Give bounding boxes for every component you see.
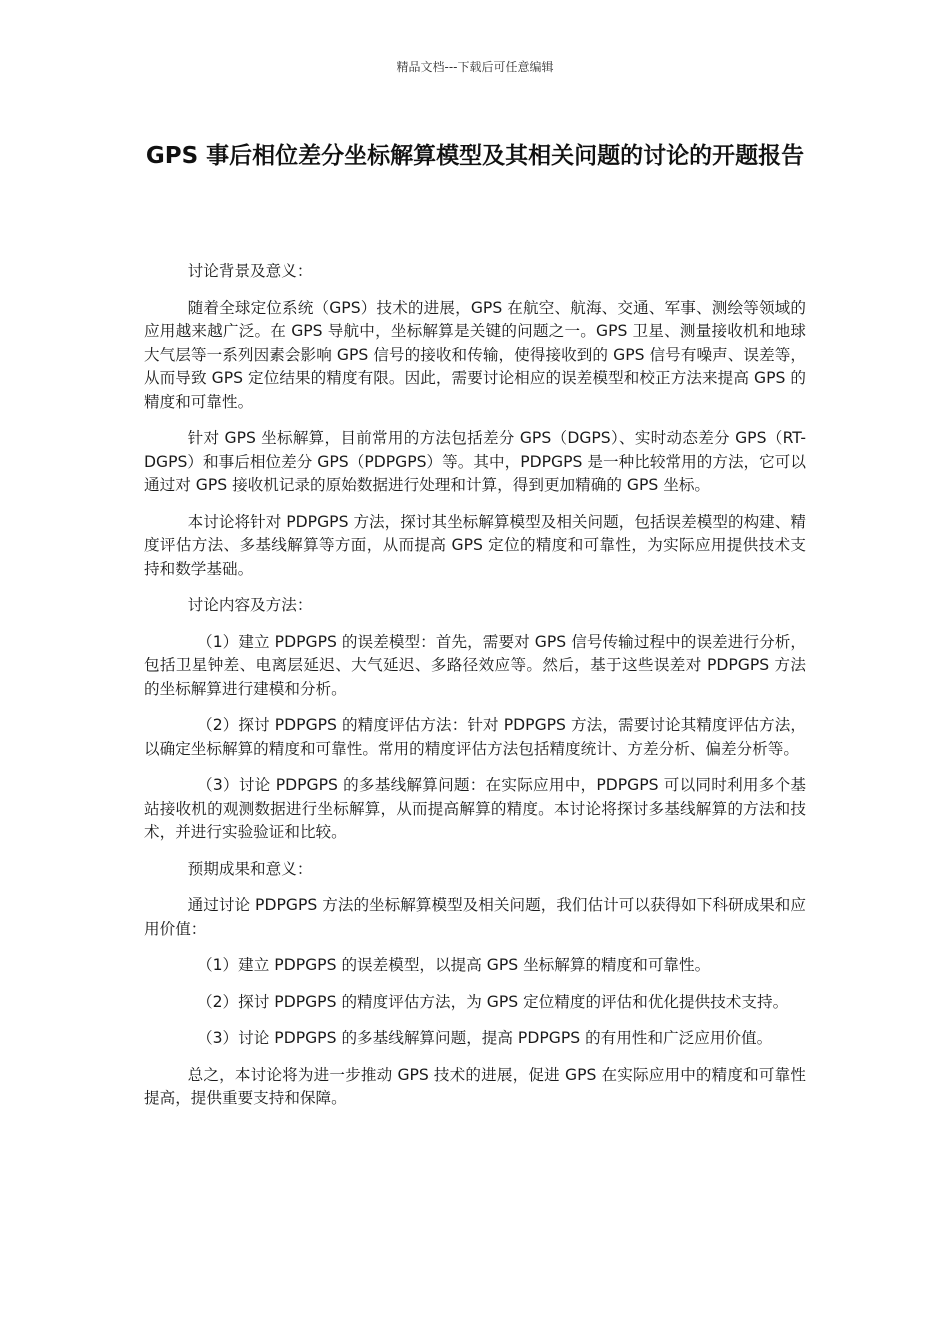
header-note: 精品文档---下载后可任意编辑 [396, 60, 554, 74]
content-item-1: （1）建立 PDPGPS 的误差模型：首先，需要对 GPS 信号传输过程中的误差进行分析，包括卫星钟差、电离层延迟、大气延迟、多路径效应等。然后，基于这些误差对 PDPGPS 方法的坐标解算进行建模和分析。 [144, 632, 806, 698]
content-heading: 讨论内容及方法： [187, 596, 313, 614]
background-paragraph-1: 随着全球定位系统（GPS）技术的进展，GPS 在航空、航海、交通、军事、测绘等领域的应用越来越广泛。在 GPS 导航中，坐标解算是关键的问题之一。GPS 卫星、测量接收机和地球大气层等一系列因素会影响 GPS 信号的接收和传输，使得接收到的 GPS 信号有噪声、误差等，从而导致 GPS 定位结果的精度有限。因此，需要讨论相应的误差模型和校正方法来提高 GPS 的精度和可靠性。 [144, 298, 806, 411]
results-intro: 通过讨论 PDPGPS 方法的坐标解算模型及相关问题，我们估计可以获得如下科研成果和应用价值： [144, 896, 806, 938]
document-title: GPS 事后相位差分坐标解算模型及其相关问题的讨论的开题报告 [145, 143, 805, 169]
background-paragraph-2: 针对 GPS 坐标解算，目前常用的方法包括差分 GPS（DGPS）、实时动态差分 GPS（RT-DGPS）和事后相位差分 GPS（PDPGPS）等。其中，PDPGPS 是一种比较常用的方法，它可以通过对 GPS 接收机记录的原始数据进行处理和计算，得到更加精确的 GPS 坐标。 [144, 429, 806, 494]
background-heading: 讨论背景及意义： [187, 262, 313, 280]
results-item-1: （1）建立 PDPGPS 的误差模型，以提高 GPS 坐标解算的精度和可靠性。 [197, 956, 711, 974]
results-heading: 预期成果和意义： [187, 859, 313, 878]
conclusion-paragraph: 总之，本讨论将为进一步推动 GPS 技术的进展，促进 GPS 在实际应用中的精度和可靠性提高，提供重要支持和保障。 [144, 1065, 806, 1107]
content-item-3: （3）讨论 PDPGPS 的多基线解算问题：在实际应用中，PDPGPS 可以同时利用多个基站接收机的观测数据进行坐标解算，从而提高解算的精度。本讨论将探讨多基线解算的方法和技术，并进行实验验证和比较。 [144, 776, 806, 841]
document-body [144, 260, 806, 1124]
background-paragraph-3: 本讨论将针对 PDPGPS 方法，探讨其坐标解算模型及相关问题，包括误差模型的构建、精度评估方法、多基线解算等方面，从而提高 GPS 定位的精度和可靠性，为实际应用提供技术支持和数学基础。 [144, 512, 806, 578]
content-item-2: （2）探讨 PDPGPS 的精度评估方法：针对 PDPGPS 方法，需要讨论其精度评估方法，以确定坐标解算的精度和可靠性。常用的精度评估方法包括精度统计、方差分析、偏差分析等。 [144, 716, 806, 758]
results-item-2: （2）探讨 PDPGPS 的精度评估方法，为 GPS 定位精度的评估和优化提供技术支持。 [197, 992, 789, 1011]
results-item-3: （3）讨论 PDPGPS 的多基线解算问题，提高 PDPGPS 的有用性和广泛应用价值。 [197, 1029, 773, 1047]
